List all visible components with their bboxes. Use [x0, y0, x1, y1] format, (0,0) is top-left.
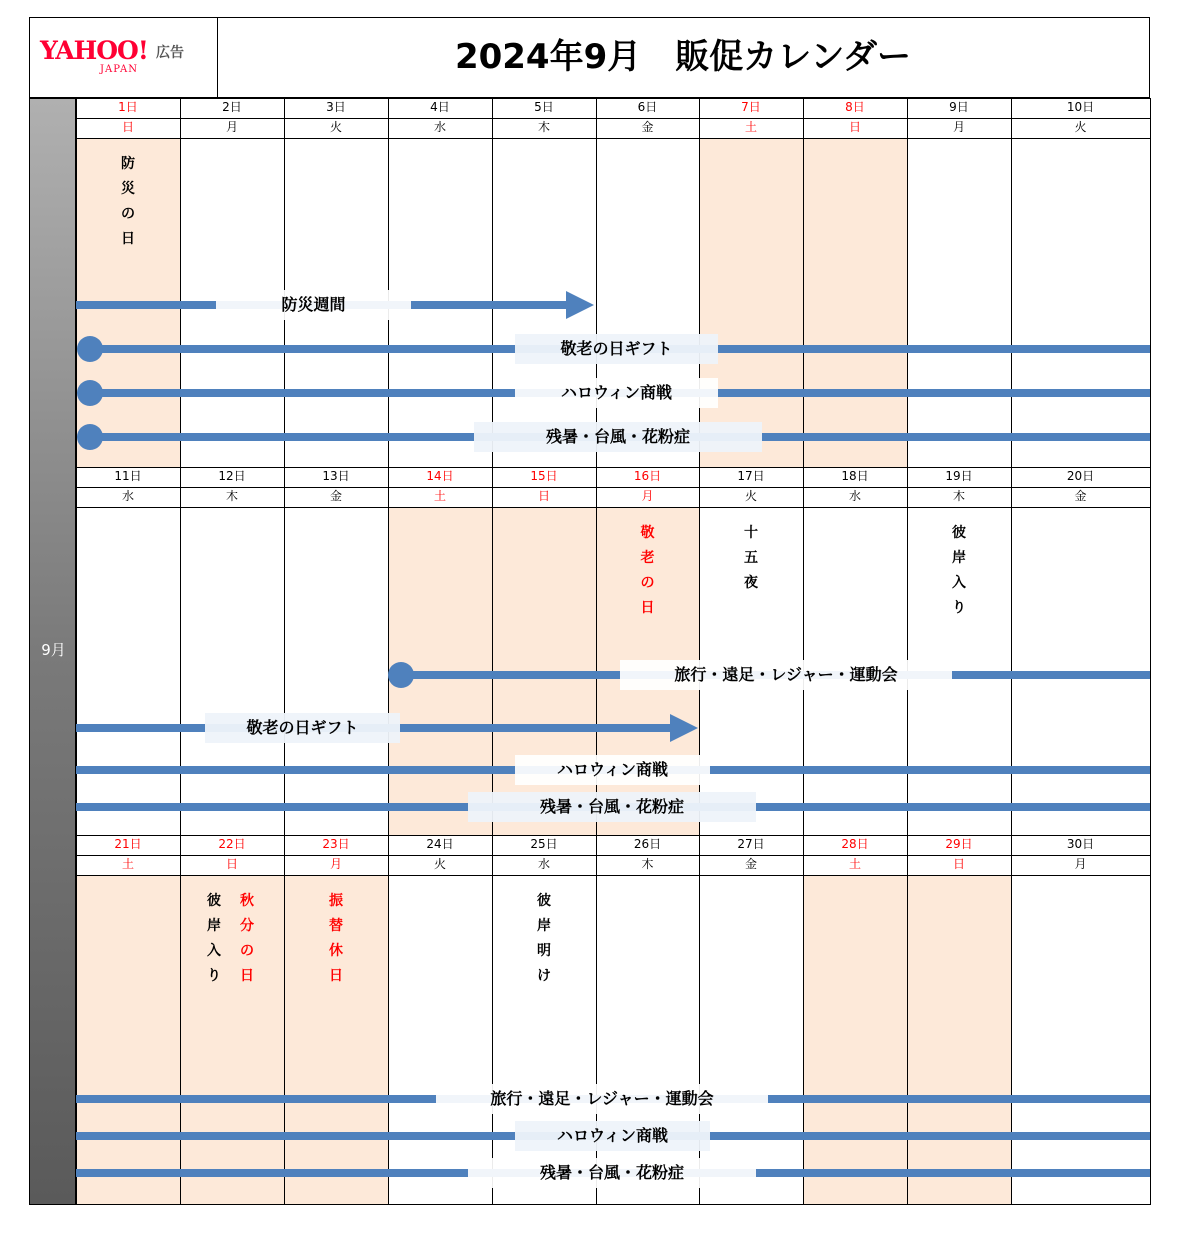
- period-label: 残暑・台風・花粉症: [468, 1158, 756, 1188]
- event-label: [638, 521, 658, 621]
- day-number: 3日: [326, 100, 346, 114]
- grid-line: [699, 98, 700, 467]
- event-char: 彼: [952, 525, 966, 541]
- grid-line: [388, 467, 389, 835]
- day-number: 23日: [322, 837, 350, 851]
- event-char: の: [121, 206, 135, 222]
- event-char: 入: [207, 943, 221, 959]
- month-sidebar: [29, 98, 76, 1205]
- day-number: 15日: [530, 469, 558, 483]
- grid-line: [284, 835, 285, 1205]
- event-label: [741, 521, 761, 596]
- event-label: [237, 889, 257, 989]
- event-label: [949, 521, 969, 621]
- grid-line: [76, 507, 1150, 508]
- day-of-week: 月: [1074, 857, 1087, 871]
- day-number: 13日: [322, 469, 350, 483]
- day-number: 25日: [530, 837, 558, 851]
- grid-line: [907, 467, 908, 835]
- period-start-dot: [77, 336, 103, 362]
- grid-line: [1150, 98, 1151, 467]
- event-char: 休: [329, 943, 343, 959]
- day-number: 1日: [118, 100, 138, 114]
- grid-line: [803, 835, 804, 1205]
- day-of-week: 水: [121, 489, 134, 503]
- day-of-week: 火: [744, 489, 757, 503]
- event-label: [118, 152, 138, 252]
- event-char: 災: [121, 181, 135, 197]
- event-char: 岸: [952, 550, 966, 566]
- event-char: 十: [744, 525, 758, 541]
- day-of-week: 水: [537, 857, 550, 871]
- weekend-cell: [180, 875, 284, 1205]
- event-char: り: [207, 968, 221, 984]
- event-char: 夜: [744, 575, 758, 591]
- grid-line: [76, 138, 1150, 139]
- event-label: [326, 889, 346, 989]
- day-of-week: 土: [848, 857, 861, 871]
- day-number: 27日: [737, 837, 765, 851]
- weekend-cell: [76, 875, 180, 1205]
- grid-line: [1150, 835, 1151, 1205]
- period-label: 旅行・遠足・レジャー・運動会: [620, 660, 952, 690]
- day-of-week: 水: [848, 489, 861, 503]
- day-number: 21日: [114, 837, 142, 851]
- weekend-cell: [803, 138, 907, 467]
- day-of-week: 水: [433, 120, 446, 134]
- day-of-week: 木: [641, 857, 654, 871]
- day-number: 5日: [534, 100, 554, 114]
- day-number: 26日: [633, 837, 662, 851]
- event-char: 替: [329, 918, 343, 934]
- day-number: 17日: [737, 469, 765, 483]
- day-of-week: 火: [1074, 120, 1087, 134]
- day-of-week: 土: [433, 489, 446, 503]
- day-number: 11日: [114, 469, 142, 483]
- event-char: け: [537, 968, 551, 984]
- grid-line: [596, 98, 597, 467]
- day-number: 7日: [741, 100, 761, 114]
- logo-text: YAHOO!: [40, 36, 148, 65]
- grid-line: [803, 98, 804, 467]
- day-of-week: 土: [121, 857, 134, 871]
- calendar-header: [29, 17, 1150, 98]
- event-char: 秋: [240, 893, 254, 909]
- day-of-week: 金: [1074, 489, 1087, 503]
- period-label: 敬老の日ギフト: [205, 713, 400, 743]
- weekend-cell: [803, 875, 907, 1205]
- day-of-week: 月: [329, 857, 342, 871]
- event-char: 振: [329, 893, 343, 909]
- day-of-week: 木: [537, 120, 550, 134]
- day-number: 8日: [845, 100, 865, 114]
- period-label: 残暑・台風・花粉症: [474, 422, 762, 452]
- day-of-week: 日: [848, 120, 861, 134]
- day-of-week: 火: [329, 120, 342, 134]
- period-label: ハロウィン商戦: [515, 378, 718, 408]
- day-of-week: 木: [952, 489, 965, 503]
- period-label: 旅行・遠足・レジャー・運動会: [436, 1084, 768, 1114]
- day-of-week: 金: [329, 489, 342, 503]
- period-label: 防災週間: [216, 290, 411, 320]
- day-of-week: 土: [744, 120, 757, 134]
- grid-line: [388, 98, 389, 467]
- grid-line: [76, 467, 77, 835]
- day-number: 19日: [945, 469, 973, 483]
- day-of-week: 金: [641, 120, 654, 134]
- period-label: ハロウィン商戦: [515, 755, 710, 785]
- grid-line: [1011, 98, 1012, 467]
- event-char: 五: [744, 550, 758, 566]
- event-label: [534, 889, 554, 989]
- logo-sub: JAPAN: [100, 64, 139, 75]
- day-of-week: 日: [537, 489, 550, 503]
- event-char: 彼: [207, 893, 221, 909]
- day-of-week: 火: [433, 857, 446, 871]
- day-number: 18日: [841, 469, 869, 483]
- event-char: 岸: [207, 918, 221, 934]
- day-number: 6日: [637, 100, 658, 114]
- period-start-dot: [77, 424, 103, 450]
- event-char: 彼: [537, 893, 551, 909]
- grid-line: [1011, 835, 1012, 1205]
- period-label: 残暑・台風・花粉症: [468, 792, 756, 822]
- event-char: 分: [240, 918, 254, 934]
- grid-line: [907, 835, 908, 1205]
- event-char: 明: [537, 943, 551, 959]
- day-number: 30日: [1066, 837, 1095, 851]
- grid-line: [284, 98, 285, 467]
- weekend-cell: [907, 875, 1011, 1205]
- grid-line: [388, 835, 389, 1205]
- grid-line: [492, 835, 493, 1205]
- day-number: 16日: [633, 469, 662, 483]
- day-of-week: 金: [744, 857, 757, 871]
- event-char: 老: [640, 550, 655, 566]
- event-label: [204, 889, 224, 989]
- event-char: 日: [329, 968, 343, 984]
- day-of-week: 日: [121, 120, 134, 134]
- grid-line: [1011, 467, 1012, 835]
- day-number: 2日: [222, 100, 242, 114]
- day-number: 24日: [426, 837, 454, 851]
- day-of-week: 日: [225, 857, 238, 871]
- grid-line: [76, 98, 77, 467]
- day-of-week: 木: [225, 489, 238, 503]
- logo-badge: 広告: [156, 45, 184, 61]
- grid-line: [76, 875, 1150, 876]
- day-number: 22日: [218, 837, 246, 851]
- day-number: 29日: [945, 837, 973, 851]
- logo: [30, 18, 218, 97]
- grid-line: [284, 467, 285, 835]
- grid-line: [180, 98, 181, 467]
- period-end-arrow: [566, 291, 594, 319]
- event-char: の: [640, 575, 655, 591]
- event-char: 防: [121, 156, 135, 172]
- period-end-arrow: [670, 714, 698, 742]
- period-label: 敬老の日ギフト: [515, 334, 718, 364]
- day-of-week: 月: [641, 489, 654, 503]
- day-number: 28日: [841, 837, 869, 851]
- grid-line: [76, 1204, 1150, 1205]
- event-char: 敬: [640, 525, 655, 541]
- event-char: 日: [240, 968, 254, 984]
- period-start-dot: [77, 380, 103, 406]
- day-number: 14日: [426, 469, 454, 483]
- event-char: 日: [121, 231, 135, 247]
- day-number: 20日: [1066, 469, 1095, 483]
- event-char: り: [952, 600, 966, 616]
- day-of-week: 日: [952, 857, 965, 871]
- event-char: 日: [640, 600, 655, 616]
- grid-line: [180, 467, 181, 835]
- grid-line: [492, 98, 493, 467]
- period-start-dot: [388, 662, 414, 688]
- grid-line: [492, 467, 493, 835]
- day-number: 9日: [949, 100, 969, 114]
- day-of-week: 月: [225, 120, 238, 134]
- day-number: 10日: [1066, 100, 1095, 114]
- grid-line: [803, 467, 804, 835]
- month-label: 9月: [41, 641, 66, 659]
- weekend-cell: [699, 138, 803, 467]
- grid-line: [1150, 467, 1151, 835]
- event-char: の: [240, 943, 254, 959]
- day-number: 12日: [218, 469, 246, 483]
- period-label: ハロウィン商戦: [515, 1121, 710, 1151]
- grid-line: [907, 98, 908, 467]
- grid-line: [180, 835, 181, 1205]
- day-of-week: 月: [952, 120, 965, 134]
- day-number: 4日: [430, 100, 450, 114]
- page-title: 2024年9月 販促カレンダー: [454, 37, 912, 77]
- event-char: 入: [952, 575, 966, 591]
- event-char: 岸: [537, 918, 551, 934]
- grid-line: [76, 835, 77, 1205]
